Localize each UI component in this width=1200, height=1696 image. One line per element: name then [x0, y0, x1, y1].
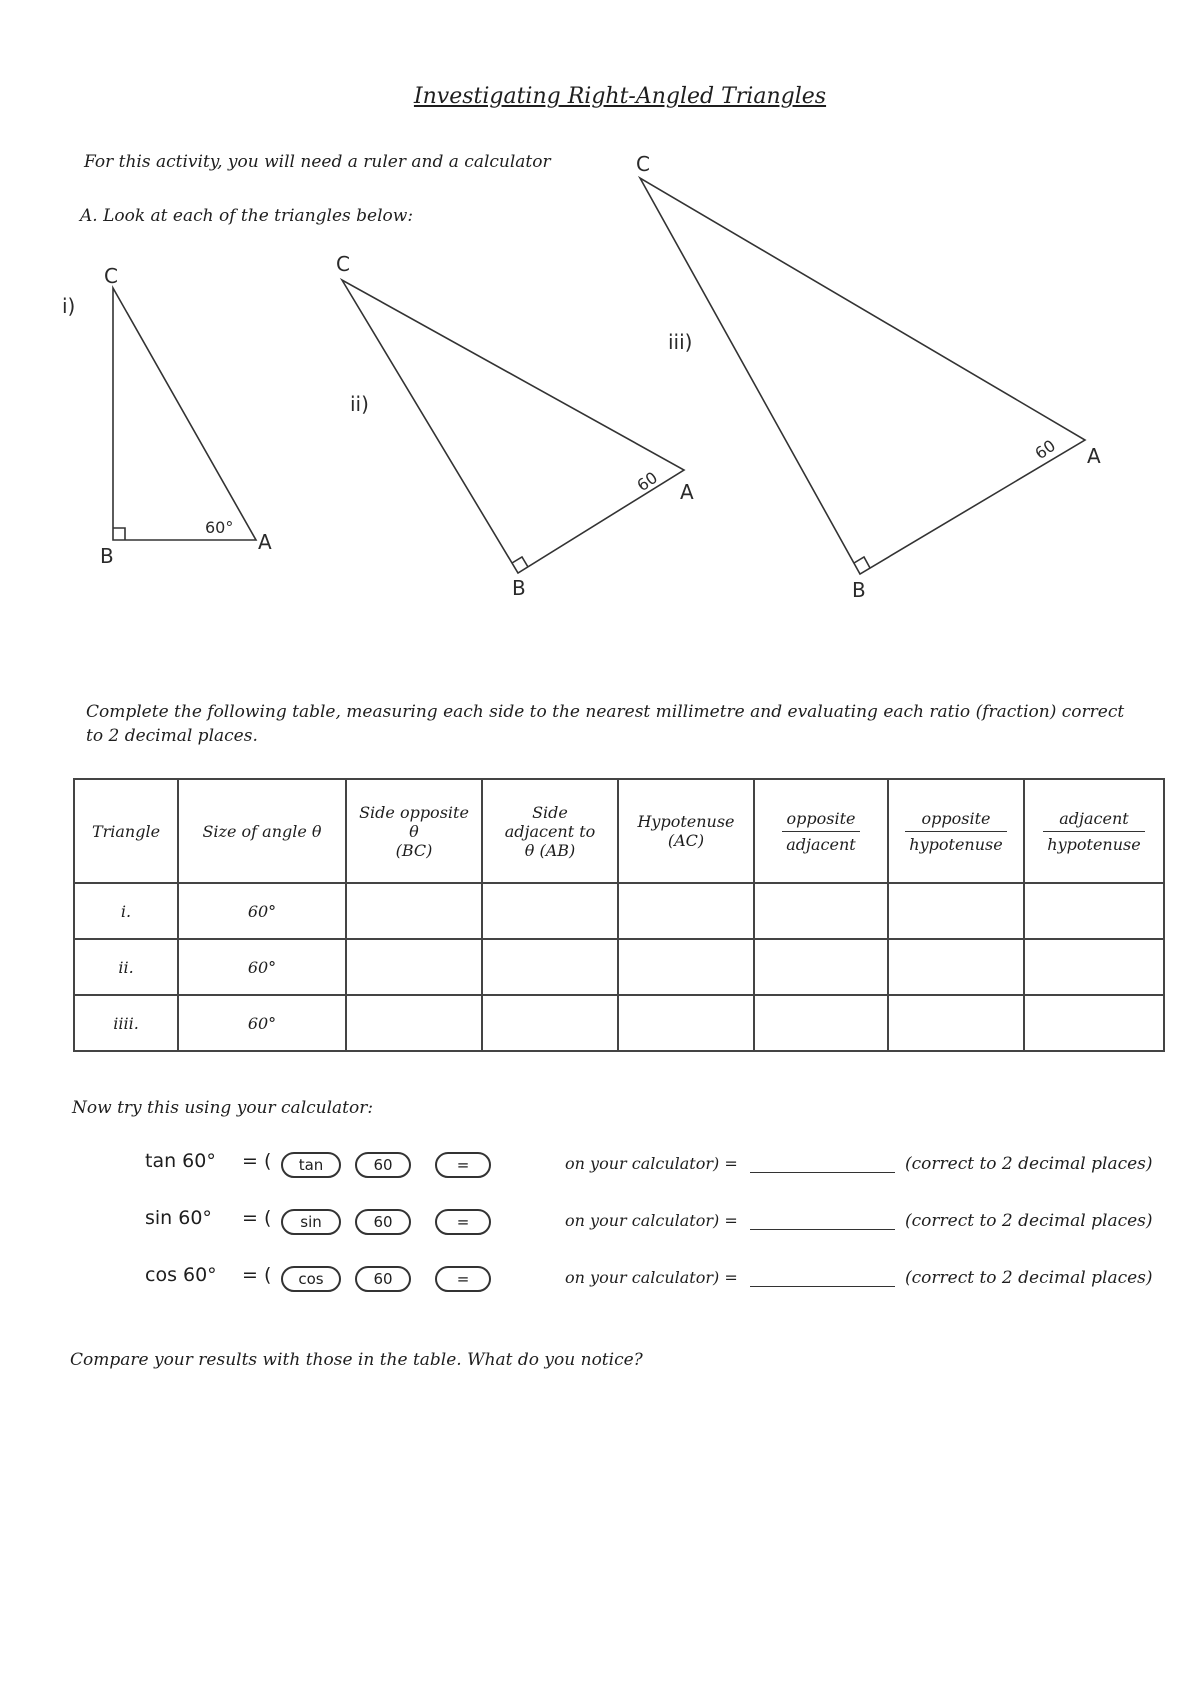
vertex-b-iii: B: [852, 578, 866, 602]
header-adjacent: [482, 779, 618, 883]
angle-label-ii: 60: [633, 467, 661, 496]
cell-ratio1-blank[interactable]: [754, 883, 888, 939]
page-title: Investigating Right-Angled Triangles: [413, 84, 827, 109]
intro-text: For this activity, you will need a ruler and a calculator: [84, 152, 551, 172]
cell-angle: 60°: [178, 883, 346, 939]
calculator-intro: Now try this using your calculator:: [72, 1098, 374, 1118]
equals-key-icon: =: [435, 1152, 491, 1178]
right-angle-marker-i: [113, 528, 125, 540]
vertex-a-iii: A: [1087, 444, 1101, 468]
triangle-iii-label: iii): [668, 330, 693, 354]
calc-equals-paren: = (: [242, 1150, 272, 1172]
sixty-key-icon: 60: [355, 1209, 411, 1235]
tan-key-icon: tan: [281, 1152, 341, 1178]
cell-ratio3-blank[interactable]: [1024, 939, 1164, 995]
header-adjacent-line3: θ (AB): [524, 840, 576, 860]
cell-triangle: i.: [74, 883, 178, 939]
vertex-c-i: C: [104, 264, 118, 288]
cell-hypotenuse-blank[interactable]: [618, 995, 754, 1051]
angle-label-i: 60°: [205, 518, 234, 537]
calc-row-sin: [145, 1207, 1165, 1241]
header-hyp-line2: (AC): [667, 831, 705, 850]
cell-hypotenuse-blank[interactable]: [618, 883, 754, 939]
answer-blank-tan[interactable]: [750, 1154, 895, 1173]
calc-instruction: on your calculator) =: [565, 1268, 738, 1287]
table-row: [74, 883, 1164, 939]
calc-equals-paren: = (: [242, 1207, 272, 1229]
cell-adjacent-blank[interactable]: [482, 883, 618, 939]
cell-ratio3-blank[interactable]: [1024, 883, 1164, 939]
cell-adjacent-blank[interactable]: [482, 995, 618, 1051]
cell-adjacent-blank[interactable]: [482, 939, 618, 995]
table-instruction: Complete the following table, measuring each side to the nearest millimetre and evaluating each ratio (fraction) correct to 2 decimal places.: [86, 702, 1125, 746]
calc-equals-paren: = (: [242, 1264, 272, 1286]
vertex-b-ii: B: [512, 576, 526, 600]
triangle-iii: [640, 178, 1085, 574]
fraction-denominator: adjacent: [786, 834, 856, 854]
cell-ratio1-blank[interactable]: [754, 939, 888, 995]
fraction-adj-hyp: [1043, 809, 1144, 854]
fraction-opp-adj: [782, 809, 859, 854]
table-header-row: [74, 779, 1164, 883]
angle-label-iii: 60: [1031, 435, 1059, 464]
header-adjacent-line1: Side: [532, 802, 568, 822]
cos-key-icon: cos: [281, 1266, 341, 1292]
header-ratio-opp-adj: [754, 779, 888, 883]
answer-blank-cos[interactable]: [750, 1268, 895, 1287]
cell-opposite-blank[interactable]: [346, 939, 482, 995]
triangle-ii: [342, 280, 684, 573]
header-hyp-line1: Hypotenuse: [637, 812, 735, 831]
cell-opposite-blank[interactable]: [346, 883, 482, 939]
measurement-table: [73, 778, 1165, 1052]
vertex-a-ii: A: [680, 480, 694, 504]
fraction-numerator: opposite: [782, 809, 859, 832]
precision-note: (correct to 2 decimal places): [905, 1211, 1153, 1231]
header-adjacent-line2: adjacent to: [504, 821, 596, 841]
header-opposite-line2: θ: [409, 821, 419, 841]
cell-angle: 60°: [178, 939, 346, 995]
calc-function-label: sin 60°: [145, 1207, 212, 1229]
calc-row-tan: [145, 1150, 1165, 1184]
triangle-ii-label: ii): [350, 392, 369, 416]
precision-note: (correct to 2 decimal places): [905, 1154, 1153, 1174]
calc-instruction: on your calculator) =: [565, 1154, 738, 1173]
answer-blank-sin[interactable]: [750, 1211, 895, 1230]
cell-ratio3-blank[interactable]: [1024, 995, 1164, 1051]
vertex-a-i: A: [258, 530, 272, 554]
sixty-key-icon: 60: [355, 1152, 411, 1178]
header-hypotenuse: [618, 779, 754, 883]
table-row: [74, 939, 1164, 995]
cell-triangle: ii.: [74, 939, 178, 995]
sixty-key-icon: 60: [355, 1266, 411, 1292]
calc-function-label: cos 60°: [145, 1264, 217, 1286]
vertex-b-i: B: [100, 544, 114, 568]
triangle-i-label: i): [62, 294, 76, 318]
instruction-a: A. Look at each of the triangles below:: [80, 206, 414, 226]
header-angle: Size of angle θ: [178, 779, 346, 883]
triangle-i: [113, 288, 256, 540]
fraction-denominator: hypotenuse: [1047, 834, 1141, 854]
equals-key-icon: =: [435, 1209, 491, 1235]
fraction-numerator: adjacent: [1043, 809, 1144, 832]
calc-instruction: on your calculator) =: [565, 1211, 738, 1230]
cell-hypotenuse-blank[interactable]: [618, 939, 754, 995]
cell-angle: 60°: [178, 995, 346, 1051]
triangles-diagram: [0, 0, 1200, 620]
header-opposite-line1: Side opposite: [359, 802, 469, 822]
vertex-c-ii: C: [336, 252, 350, 276]
cell-ratio2-blank[interactable]: [888, 995, 1024, 1051]
fraction-numerator: opposite: [905, 809, 1006, 832]
compare-question: Compare your results with those in the table. What do you notice?: [70, 1350, 643, 1370]
header-triangle: Triangle: [74, 779, 178, 883]
table-row: [74, 995, 1164, 1051]
cell-ratio2-blank[interactable]: [888, 939, 1024, 995]
calc-row-cos: [145, 1264, 1165, 1298]
cell-opposite-blank[interactable]: [346, 995, 482, 1051]
sin-key-icon: sin: [281, 1209, 341, 1235]
precision-note: (correct to 2 decimal places): [905, 1268, 1153, 1288]
fraction-denominator: hypotenuse: [909, 834, 1003, 854]
cell-ratio2-blank[interactable]: [888, 883, 1024, 939]
fraction-opp-hyp: [905, 809, 1006, 854]
vertex-c-iii: C: [636, 152, 650, 176]
header-opposite: [346, 779, 482, 883]
header-ratio-adj-hyp: [1024, 779, 1164, 883]
calc-function-label: tan 60°: [145, 1150, 216, 1172]
header-ratio-opp-hyp: [888, 779, 1024, 883]
equals-key-icon: =: [435, 1266, 491, 1292]
cell-triangle: iiii.: [74, 995, 178, 1051]
cell-ratio1-blank[interactable]: [754, 995, 888, 1051]
header-opposite-line3: (BC): [395, 840, 433, 860]
